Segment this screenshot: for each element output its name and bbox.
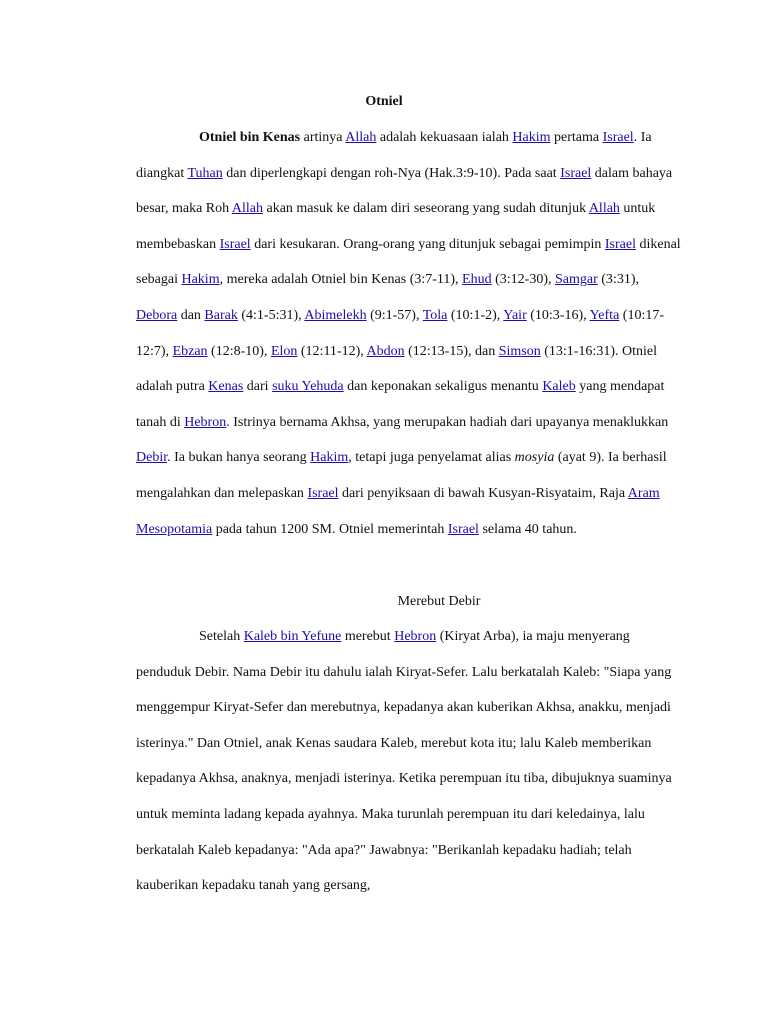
text-run: . Istrinya bernama Akhsa, yang merupakan hadiah dari upayanya menaklukkan xyxy=(226,414,669,430)
link-allah[interactable]: Allah xyxy=(231,201,263,217)
text-run: (3:31), xyxy=(597,272,639,288)
link-allah[interactable]: Allah xyxy=(588,201,620,217)
link-abdon[interactable]: Abdon xyxy=(366,343,405,359)
link-israel[interactable]: Israel xyxy=(307,485,339,501)
link-yefta[interactable]: Yefta xyxy=(589,307,620,323)
bold-term: Otniel bin Kenas xyxy=(199,130,301,145)
text-run: yang mendapat tanah di xyxy=(136,379,665,430)
link-israel[interactable]: Israel xyxy=(602,130,634,145)
paragraph-merebut-debir xyxy=(136,619,681,904)
link-hakim[interactable]: Hakim xyxy=(512,130,551,145)
text-run: dari xyxy=(243,379,273,395)
text-run: selama 40 tahun. xyxy=(478,521,577,537)
link-kaleb[interactable]: Kaleb xyxy=(542,379,576,395)
link-kenas[interactable]: Kenas xyxy=(208,379,244,395)
link-kaleb-bin-yefune[interactable]: Kaleb bin Yefune xyxy=(243,629,342,644)
text-run: , mereka adalah Otniel bin Kenas (3:7-11), xyxy=(219,272,463,288)
text-run: (12:11-12), xyxy=(297,343,367,359)
text-run: (10:3-16), xyxy=(526,307,590,323)
section-heading: Merebut Debir xyxy=(397,594,481,609)
link-elon[interactable]: Elon xyxy=(270,343,298,359)
text-run: akan masuk ke dalam diri seseorang yang sudah ditunjuk xyxy=(262,201,589,217)
link-samgar[interactable]: Samgar xyxy=(555,272,598,288)
text-run: adalah kekuasaan ialah xyxy=(376,130,513,145)
text-run: (Kiryat Arba), ia maju menyerang penduduk Debir. Nama Debir itu dahulu ialah Kiryat-Sefer. Lalu berkatalah Kaleb: "Siapa yang menggempur Kiryat-Sefer dan merebutnya, kepadanya akan kuberikan Akhsa, anakku, menjadi isterinya." Dan Otniel, anak Kenas saudara Kaleb, merebut kota itu; lalu Kaleb memberikan kepadanya Akhsa, anaknya, menjadi isterinya. Ketika perempuan itu tiba, dibujuknya suaminya untuk meminta ladang kepada ayahnya. Maka turunlah perempuan itu dari keledainya, lalu berkatalah Kaleb kepadanya: "Ada apa?" Jawabnya: "Berikanlah kepadaku hadiah; telah kauberikan kepadaku tanah yang gersang, xyxy=(136,629,672,894)
link-mesopotamia[interactable]: Mesopotamia xyxy=(136,521,213,537)
text-run: dari penyiksaan di bawah Kusyan-Risyataim, Raja xyxy=(338,485,628,501)
text-run: (10:1-2), xyxy=(447,307,504,323)
text-run: (12:13-15), dan xyxy=(404,343,499,359)
text-run: merebut xyxy=(341,629,395,644)
link-yair[interactable]: Yair xyxy=(503,307,527,323)
text-run: pada tahun 1200 SM. Otniel memerintah xyxy=(212,521,448,537)
text-run: Setelah xyxy=(199,629,244,644)
italic-term: mosyia xyxy=(514,450,555,466)
link-israel[interactable]: Israel xyxy=(604,236,636,252)
link-suku-yehuda[interactable]: suku Yehuda xyxy=(272,379,344,395)
text-run: (10:17-12:7), xyxy=(136,307,665,359)
link-debir[interactable]: Debir xyxy=(136,450,168,466)
link-hebron[interactable]: Hebron xyxy=(184,414,227,430)
link-ehud[interactable]: Ehud xyxy=(462,272,492,288)
link-hebron[interactable]: Hebron xyxy=(394,629,437,644)
text-run: artinya xyxy=(300,130,346,145)
text-run: dan xyxy=(177,307,205,323)
link-tuhan[interactable]: Tuhan xyxy=(187,165,223,181)
text-run: dan diperlengkapi dengan roh-Nya (Hak.3:9-10). Pada saat xyxy=(222,165,561,181)
link-simson[interactable]: Simson xyxy=(498,343,541,359)
text-run: dari kesukaran. Orang-orang yang ditunjuk sebagai pemimpin xyxy=(250,236,605,252)
text-run: (9:1-57), xyxy=(366,307,423,323)
text-run: (4:1-5:31), xyxy=(237,307,305,323)
text-run: . Ia diangkat xyxy=(136,130,652,181)
text-run: dalam bahaya besar, maka Roh xyxy=(136,165,673,217)
text-run: , tetapi juga penyelamat alias xyxy=(348,450,515,466)
text-run: dikenal sebagai xyxy=(136,236,681,288)
link-israel[interactable]: Israel xyxy=(447,521,479,537)
link-aram[interactable]: Aram xyxy=(627,485,660,501)
link-allah[interactable]: Allah xyxy=(345,130,377,145)
text-run: (ayat 9). Ia berhasil mengalahkan dan melepaskan xyxy=(136,450,667,501)
link-barak[interactable]: Barak xyxy=(204,307,238,323)
link-tola[interactable]: Tola xyxy=(422,307,448,323)
text-run: untuk membebaskan xyxy=(136,201,656,252)
link-debora[interactable]: Debora xyxy=(136,307,178,323)
link-hakim[interactable]: Hakim xyxy=(310,450,349,466)
text-run: dan keponakan sekaligus menantu xyxy=(343,379,543,395)
link-israel[interactable]: Israel xyxy=(560,165,592,181)
link-ebzan[interactable]: Ebzan xyxy=(172,343,208,359)
link-abimelekh[interactable]: Abimelekh xyxy=(304,307,367,323)
link-israel[interactable]: Israel xyxy=(219,236,251,252)
text-run: . Ia bukan hanya seorang xyxy=(167,450,311,466)
paragraph-otniel-intro xyxy=(136,120,681,547)
text-run: (3:12-30), xyxy=(491,272,555,288)
text-run: (13:1-16:31). Otniel adalah putra xyxy=(136,343,657,395)
link-hakim[interactable]: Hakim xyxy=(181,272,220,288)
text-run: (12:8-10), xyxy=(207,343,271,359)
text-run: pertama xyxy=(550,130,603,145)
page-title: Otniel xyxy=(365,94,403,109)
